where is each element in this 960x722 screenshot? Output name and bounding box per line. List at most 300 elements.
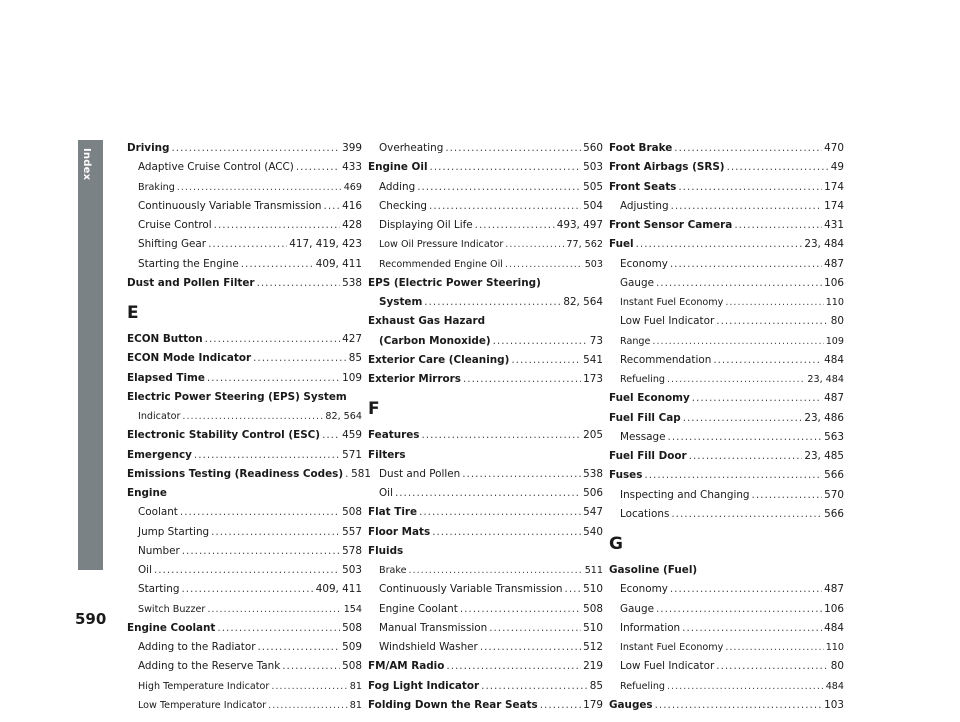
dot-leader (257, 274, 341, 293)
index-entry[interactable] (368, 657, 603, 676)
entry-pages[interactable]: 23, 484 (804, 238, 844, 251)
index-subentry[interactable] (127, 657, 362, 676)
dot-leader (241, 255, 314, 274)
index-heading (127, 484, 362, 503)
index-subentry[interactable] (368, 561, 603, 580)
dot-leader (652, 332, 823, 351)
entry-label: Gauge (620, 276, 654, 289)
index-subentry[interactable] (368, 139, 603, 158)
entry-pages[interactable]: 106 (824, 276, 844, 289)
entry-label: Instant Fuel Economy (620, 642, 724, 653)
dot-leader (460, 600, 581, 619)
entry-pages[interactable]: 470 (824, 142, 844, 154)
entry-pages[interactable]: 563 (824, 430, 844, 443)
dot-leader (667, 370, 805, 389)
entry-label: Fluids (368, 544, 404, 557)
entry-pages[interactable]: 560 (583, 142, 603, 154)
index-column-1 (127, 139, 371, 715)
dot-leader (671, 197, 823, 216)
index-entry[interactable] (368, 370, 603, 389)
entry-pages[interactable]: 106 (824, 602, 844, 615)
entry-pages[interactable]: 459 (342, 429, 362, 442)
entry-pages[interactable]: 399 (342, 142, 362, 154)
index-subentry[interactable] (609, 657, 844, 676)
entry-label: Front Airbags (SRS) (609, 161, 725, 174)
entry-pages[interactable]: 80 (830, 660, 844, 673)
dot-leader (417, 178, 581, 197)
entry-label: Coolant (138, 506, 178, 519)
dot-leader (727, 158, 829, 177)
entry-pages[interactable]: 484 (824, 621, 844, 634)
entry-label: Refueling (620, 680, 665, 692)
index-subentry[interactable] (368, 465, 603, 484)
entry-pages[interactable]: 81 (349, 680, 362, 692)
index-subentry[interactable] (368, 484, 603, 503)
entry-label: Starting (138, 583, 180, 596)
entry-pages[interactable]: 409, 411 (315, 257, 362, 270)
dot-leader (205, 330, 340, 349)
index-heading (368, 312, 603, 331)
entry-pages[interactable]: 547 (583, 506, 603, 519)
entry-pages[interactable]: 173 (583, 373, 603, 385)
index-entry[interactable] (609, 158, 844, 177)
entry-pages[interactable]: 508 (583, 602, 603, 615)
entry-pages[interactable]: 205 (583, 429, 603, 442)
dot-leader (682, 619, 822, 638)
index-subentry[interactable] (127, 523, 362, 542)
index-subentry[interactable] (127, 503, 362, 522)
entry-label: Fuel (609, 238, 634, 251)
entry-pages[interactable]: 566 (824, 469, 844, 482)
entry-pages[interactable]: 219 (583, 660, 603, 673)
dot-leader (716, 312, 829, 331)
index-subentry[interactable] (609, 332, 844, 351)
dot-leader (540, 696, 581, 715)
dot-leader (194, 446, 340, 465)
index-subentry[interactable] (609, 312, 844, 331)
dot-leader (211, 523, 340, 542)
index-entry[interactable] (609, 696, 844, 715)
dot-leader (429, 197, 581, 216)
index-subentry[interactable] (127, 542, 362, 561)
index-entry[interactable] (609, 389, 844, 408)
dot-leader (674, 139, 822, 158)
entry-label: (Carbon Monoxide) (379, 334, 491, 347)
index-entry[interactable] (127, 426, 362, 445)
index-heading (127, 388, 362, 407)
index-subentry[interactable] (368, 600, 603, 619)
entry-pages[interactable]: 416 (342, 199, 362, 212)
index-entry[interactable] (127, 139, 362, 158)
entry-pages[interactable]: 85 (589, 679, 603, 692)
index-entry[interactable] (609, 466, 844, 485)
index-entry[interactable] (368, 503, 603, 522)
dot-leader (421, 426, 581, 445)
index-subentry[interactable] (127, 638, 362, 657)
index-subentry[interactable] (127, 600, 362, 619)
index-subentry[interactable] (609, 370, 844, 389)
dot-leader (324, 197, 341, 216)
entry-label: Economy (620, 257, 668, 270)
entry-label: Displaying Oil Life (379, 219, 473, 231)
dot-leader (446, 657, 581, 676)
entry-pages[interactable]: 571 (342, 448, 362, 461)
index-subentry[interactable] (127, 561, 362, 580)
index-entry[interactable] (609, 447, 844, 466)
entry-pages[interactable]: 73 (589, 334, 603, 347)
dot-leader (171, 139, 340, 158)
dot-leader (424, 293, 561, 312)
entry-label: High Temperature Indicator (138, 680, 270, 692)
dot-leader (671, 505, 822, 524)
entry-label: Exterior Care (Cleaning) (368, 353, 510, 366)
index-entry[interactable] (609, 139, 844, 158)
entry-label: Recommended Engine Oil (379, 258, 503, 270)
entry-label: FM/AM Radio (368, 660, 445, 673)
entry-label: Continuously Variable Transmission (379, 583, 563, 596)
entry-pages[interactable]: 49 (830, 161, 844, 174)
dot-leader (565, 580, 582, 599)
entry-label: Front Sensor Camera (609, 219, 733, 231)
dot-leader (668, 428, 823, 447)
entry-label: Gauges (609, 698, 653, 711)
index-subentry[interactable] (127, 696, 362, 715)
index-subentry[interactable] (368, 178, 603, 197)
entry-label: Engine Coolant (127, 621, 216, 634)
index-entry[interactable] (368, 426, 603, 445)
entry-pages[interactable]: 174 (824, 199, 844, 212)
entry-label: Low Temperature Indicator (138, 699, 267, 711)
dot-leader (656, 600, 822, 619)
entry-label: Adding to the Radiator (138, 641, 256, 653)
entry-pages[interactable]: 511 (584, 565, 603, 576)
entry-pages[interactable]: 417, 419, 423 (289, 238, 362, 251)
entry-pages[interactable]: 509 (342, 641, 362, 653)
entry-pages[interactable]: 433 (342, 161, 362, 174)
index-subentry[interactable] (368, 619, 603, 638)
dot-leader (713, 351, 822, 370)
entry-pages[interactable]: 82, 564 (325, 411, 362, 422)
entry-label: Elapsed Time (127, 371, 205, 384)
entry-pages[interactable]: 82, 564 (563, 296, 603, 308)
entry-label: Windshield Washer (379, 641, 478, 653)
index-subentry[interactable] (127, 216, 362, 235)
entry-label: Floor Mats (368, 525, 431, 538)
index-entry[interactable] (368, 523, 603, 542)
dot-leader (689, 447, 803, 466)
entry-label: Jump Starting (138, 525, 210, 538)
index-subentry[interactable] (609, 255, 844, 274)
index-subentry[interactable] (368, 580, 603, 599)
dot-leader (271, 677, 347, 696)
dot-leader (670, 255, 822, 274)
entry-pages[interactable]: 109 (825, 335, 844, 347)
entry-label: Gasoline (Fuel) (609, 564, 698, 576)
entry-pages[interactable]: 469 (343, 181, 362, 193)
entry-pages[interactable]: 581 (351, 467, 371, 480)
dot-leader (692, 389, 822, 408)
entry-pages[interactable]: 110 (825, 642, 844, 653)
index-subentry[interactable] (127, 407, 362, 426)
dot-leader (752, 486, 823, 505)
entry-pages[interactable]: 570 (824, 488, 844, 501)
index-subentry[interactable] (368, 216, 603, 235)
entry-pages[interactable]: 540 (583, 525, 603, 538)
entry-label: Message (620, 430, 666, 443)
entry-pages[interactable]: 431 (824, 219, 844, 231)
index-column-3 (609, 139, 844, 715)
entry-pages[interactable]: 508 (342, 621, 362, 634)
dot-leader (282, 657, 340, 676)
dot-leader (493, 332, 588, 351)
entry-pages[interactable]: 23, 486 (804, 411, 844, 424)
entry-pages[interactable]: 484 (825, 680, 844, 692)
entry-pages[interactable]: 503 (584, 258, 603, 270)
dot-leader (511, 351, 581, 370)
entry-pages[interactable]: 77, 562 (566, 239, 603, 251)
index-subentry[interactable] (368, 197, 603, 216)
index-entry[interactable] (127, 349, 362, 368)
index-subentry[interactable] (368, 235, 603, 254)
entry-label: Adjusting (620, 199, 669, 212)
dot-leader (716, 657, 829, 676)
entry-pages[interactable]: 503 (342, 564, 362, 576)
index-subentry[interactable] (609, 600, 844, 619)
entry-label: Adding to the Reserve Tank (138, 660, 281, 673)
index-subentry[interactable] (368, 255, 603, 274)
dot-leader (463, 370, 581, 389)
entry-pages[interactable]: 487 (824, 583, 844, 596)
index-subentry[interactable] (368, 638, 603, 657)
entry-pages[interactable]: 23, 484 (807, 374, 844, 385)
dot-leader (678, 178, 822, 197)
entry-label: Indicator (138, 411, 181, 422)
dot-leader (670, 580, 822, 599)
entry-label: Flat Tire (368, 506, 418, 519)
dot-leader (208, 235, 287, 254)
entry-pages[interactable]: 428 (342, 219, 362, 231)
index-subentry[interactable] (127, 197, 362, 216)
entry-pages[interactable]: 512 (583, 641, 603, 653)
entry-pages[interactable]: 179 (583, 698, 603, 711)
index-subentry[interactable] (127, 178, 362, 197)
entry-label: Inspecting and Changing (620, 488, 750, 501)
entry-label: Low Fuel Indicator (620, 315, 715, 328)
entry-label: Gauge (620, 602, 654, 615)
index-entry[interactable] (609, 216, 844, 235)
index-entry[interactable] (127, 330, 362, 349)
entry-label: Front Seats (609, 180, 677, 193)
index-subentry[interactable] (609, 677, 844, 696)
entry-pages[interactable]: 541 (583, 353, 603, 366)
entry-pages[interactable]: 508 (342, 660, 362, 673)
index-subentry[interactable] (127, 235, 362, 254)
dot-leader (181, 580, 313, 599)
dot-leader (489, 619, 581, 638)
index-subentry[interactable] (609, 505, 844, 524)
index-entry[interactable] (127, 446, 362, 465)
dot-leader (475, 216, 555, 235)
entry-label: Filters (368, 448, 406, 461)
entry-label: Brake (379, 565, 407, 576)
entry-pages[interactable]: 506 (583, 487, 603, 499)
entry-pages[interactable]: 557 (342, 525, 362, 538)
index-entry[interactable] (127, 465, 371, 484)
entry-pages[interactable]: 538 (342, 276, 362, 289)
index-entry[interactable] (368, 677, 603, 696)
entry-pages[interactable]: 80 (830, 315, 844, 328)
index-subentry[interactable] (368, 293, 603, 312)
entry-label: Electronic Stability Control (ESC) (127, 429, 321, 442)
index-heading (368, 446, 603, 465)
dot-leader (683, 409, 803, 428)
entry-label: Starting the Engine (138, 257, 239, 270)
entry-pages[interactable]: 427 (342, 333, 362, 345)
index-subentry[interactable] (609, 351, 844, 370)
entry-pages[interactable]: 409, 411 (315, 583, 362, 596)
entry-label: Recommendation (620, 353, 712, 366)
dot-leader (177, 178, 342, 197)
index-entry[interactable] (368, 696, 603, 715)
index-entry[interactable] (609, 235, 844, 254)
entry-pages[interactable]: 503 (583, 161, 603, 174)
entry-pages[interactable]: 103 (824, 698, 844, 711)
entry-label: Exterior Mirrors (368, 373, 461, 385)
entry-label: Continuously Variable Transmission (138, 199, 322, 212)
entry-label: Foot Brake (609, 142, 673, 154)
entry-label: Engine (127, 487, 167, 499)
entry-label: Oil (138, 564, 152, 576)
entry-label: Switch Buzzer (138, 603, 206, 615)
index-subentry[interactable] (609, 428, 844, 447)
entry-pages[interactable]: 538 (583, 467, 603, 480)
index-heading (368, 274, 603, 293)
entry-pages[interactable]: 81 (349, 699, 362, 711)
index-subentry[interactable] (609, 274, 844, 293)
section-letter: G (609, 534, 623, 554)
entry-pages[interactable]: 493, 497 (556, 219, 603, 231)
entry-pages[interactable]: 487 (824, 392, 844, 405)
entry-label: Manual Transmission (379, 621, 488, 634)
entry-label: ECON Button (127, 333, 203, 345)
index-subentry[interactable] (609, 293, 844, 312)
index-entry[interactable] (609, 409, 844, 428)
dot-leader (182, 542, 340, 561)
entry-pages[interactable]: 484 (824, 353, 844, 366)
entry-label: Adding (379, 180, 416, 193)
entry-pages[interactable]: 110 (825, 297, 844, 308)
index-entry[interactable] (127, 274, 362, 293)
entry-label: Fuel Economy (609, 392, 690, 405)
entry-label: Low Fuel Indicator (620, 660, 715, 673)
section-letter: F (368, 399, 380, 420)
entry-pages[interactable]: 154 (343, 603, 362, 615)
dot-leader (322, 426, 340, 445)
dot-leader (253, 349, 347, 368)
dot-leader (207, 600, 341, 619)
entry-pages[interactable]: 510 (583, 621, 603, 634)
entry-pages[interactable]: 174 (824, 180, 844, 193)
entry-label: Engine Oil (368, 161, 428, 174)
dot-leader (268, 696, 348, 715)
index-subentry[interactable] (127, 580, 362, 599)
section-letter: E (127, 303, 139, 323)
index-entry[interactable] (368, 158, 603, 177)
index-heading (368, 542, 603, 561)
entry-label: Electric Power Steering (EPS) System (127, 390, 347, 403)
entry-label: Engine Coolant (379, 602, 458, 615)
index-subentry[interactable] (609, 197, 844, 216)
index-subentry[interactable] (609, 486, 844, 505)
entry-label: Dust and Pollen Filter (127, 276, 255, 289)
dot-leader (734, 216, 822, 235)
dot-leader (656, 274, 822, 293)
entry-pages[interactable]: 487 (824, 257, 844, 270)
dot-leader (180, 503, 340, 522)
entry-label: Folding Down the Rear Seats (368, 698, 538, 711)
dot-leader (409, 561, 583, 580)
dot-leader (345, 465, 349, 484)
index-subentry[interactable] (609, 638, 844, 657)
index-subentry[interactable] (127, 158, 362, 177)
entry-label: Instant Fuel Economy (620, 297, 724, 308)
entry-label: Shifting Gear (138, 238, 207, 251)
entry-label: Fuel Fill Cap (609, 411, 681, 424)
index-subentry[interactable] (609, 619, 844, 638)
index-entry[interactable] (127, 369, 362, 388)
index-entry[interactable] (368, 351, 603, 370)
entry-pages[interactable]: 566 (824, 507, 844, 520)
entry-label: Economy (620, 583, 668, 596)
entry-pages[interactable]: 109 (342, 371, 362, 384)
entry-pages[interactable]: 23, 485 (804, 450, 844, 462)
index-column-2 (368, 139, 603, 715)
index-subentry[interactable] (609, 580, 844, 599)
dot-leader (214, 216, 340, 235)
entry-label: Checking (379, 199, 428, 212)
entry-pages[interactable]: 508 (342, 506, 362, 519)
index-subentry[interactable] (127, 255, 362, 274)
entry-label: EPS (Electric Power Steering) (368, 276, 541, 289)
dot-leader (217, 619, 340, 638)
entry-label: Low Oil Pressure Indicator (379, 239, 504, 251)
entry-pages[interactable]: 85 (348, 352, 362, 365)
entry-pages[interactable]: 510 (583, 583, 603, 596)
entry-label: Oil (379, 487, 393, 499)
dot-leader (430, 158, 582, 177)
entry-pages[interactable]: 578 (342, 544, 362, 557)
dot-leader (655, 696, 823, 715)
entry-label: Fuel Fill Door (609, 450, 687, 462)
dot-leader (644, 466, 822, 485)
entry-label: Braking (138, 181, 175, 193)
dot-leader (445, 139, 581, 158)
dot-leader (296, 158, 340, 177)
entry-pages[interactable]: 504 (583, 199, 603, 212)
dot-leader (182, 407, 323, 426)
dot-leader (258, 638, 341, 657)
entry-label: ECON Mode Indicator (127, 352, 252, 365)
entry-label: Refueling (620, 374, 665, 385)
index-subentry[interactable] (368, 332, 603, 351)
index-entry[interactable] (127, 619, 362, 638)
entry-label: Number (138, 544, 180, 557)
index-entry[interactable] (609, 178, 844, 197)
index-tab-label: Index (81, 148, 92, 181)
dot-leader (481, 677, 588, 696)
entry-pages[interactable]: 505 (583, 180, 603, 193)
index-subentry[interactable] (127, 677, 362, 696)
